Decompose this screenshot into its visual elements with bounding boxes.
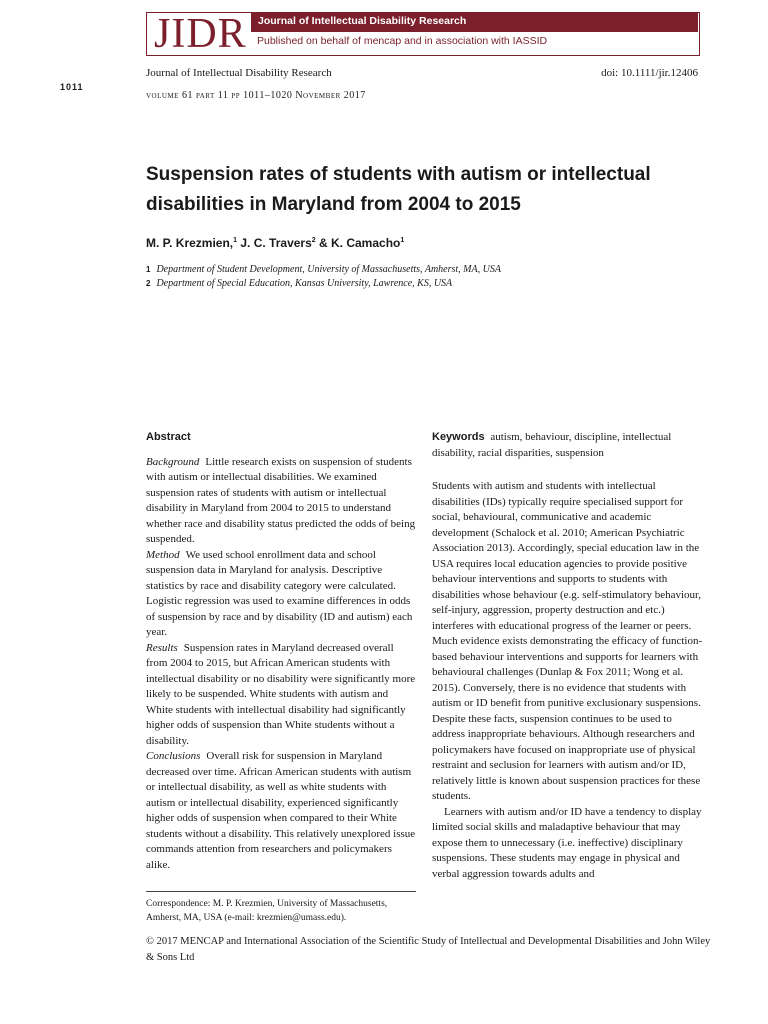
body-paragraph: Students with autism and students with intellectual disabilities (IDs) typically require specialised support for social, behavioural, communicative and academic development (Schalock et al. 2010; American Psychiatric Association 2013). Accordingly, special education law in the USA requires local education agencies to provide positive behaviour interventions and supports to students with disabilities whose behaviour (e.g. self-stimulatory behaviour, self-injury, aggression, property destruction and etc.) interferes with educational progress of the learner or peers. Much evidence exists demonstrating the efficacy of function-based behaviour interventions and supports for learners with behavioural challenges (Dunlap & Fox 2011; Wong et al. 2015). Conversely, there is no evidence that students with autism or ID benefit from punitive exclusionary suspensions. Despite these facts, suspension continues to be used to address inappropriate behaviours. Although researchers and policymakers have focused on inappropriate use of physical restraint and seclusion for learners with autism and/or ID, relatively little is known about suspension practices for these students. [432, 480, 703, 802]
affiliation [146, 278, 452, 289]
page-number: 1011 [60, 82, 84, 92]
abstract-label: Conclusions [146, 750, 201, 762]
author-affil-marker: 1 [400, 237, 405, 244]
abstract-text: Overall risk for suspension in Maryland decreased over time. African American students with autism or intellectual disability, as well as white students with autism or intellectual disability, experienced significantly higher odds of suspension when compared to their White students without a disability. This relatively unexplored issue commands attention from researchers and policymakers alike. [146, 750, 416, 871]
journal-band-text: Journal of Intellectual Disability Research [258, 15, 467, 27]
article-title: Suspension rates of students with autism or intellectual disabilities in Maryland from 2004 to 2015 [146, 164, 651, 215]
keywords-label: Keywords [432, 431, 485, 443]
running-journal-name: Journal of Intellectual Disability Research [146, 67, 332, 79]
abstract-conclusions [146, 749, 416, 873]
keywords-text: autism, behaviour, discipline, intellectual disability, racial disparities, suspension [432, 431, 672, 459]
correspondence-note: Correspondence: M. P. Krezmien, University of Massachusetts, Amherst, MA, USA (e-mail: krezmien@umass.edu). [146, 899, 388, 923]
abstract-heading: Abstract [146, 431, 191, 443]
affiliation-number: 2 [146, 279, 151, 288]
author-name[interactable]: J. C. Travers [237, 236, 312, 250]
volume-line: volume 61 part 11 pp 1011–1020 November 2017 [146, 90, 366, 101]
abstract-background [146, 455, 416, 548]
copyright-line: © 2017 MENCAP and International Association of the Scientific Study of Intellectual and Developmental Disabilities and John Wiley & Sons Ltd [146, 936, 711, 963]
author-list [146, 236, 404, 250]
publisher-line: Published on behalf of mencap and in association with IASSID [257, 35, 548, 47]
affiliation-text: Department of Special Education, Kansas University, Lawrence, KS, USA [156, 278, 453, 289]
affiliation-number: 1 [146, 265, 151, 274]
body-paragraph: Learners with autism and/or ID have a tendency to display limited social skills and maladaptive behaviour that may expose them to unnecessary (i.e. ineffective) disciplinary suspensions. These students may engage in physical and verbal aggression towards adults and [432, 805, 702, 880]
abstract-label: Method [146, 548, 180, 561]
abstract-method [146, 548, 416, 641]
abstract-label: Results [146, 641, 178, 654]
author-name[interactable]: & K. Camacho [315, 236, 401, 250]
abstract-label: Background [146, 455, 200, 468]
abstract-text: We used school enrollment data and school suspension data in Maryland for analysis. Descriptive statistics by race and disability category were calculated. Logistic regression was used to examine differences in odds of suspension by race and by disability (ID and autism) each year. [146, 548, 413, 638]
author-name[interactable]: M. P. Krezmien, [146, 236, 234, 250]
author-affil-marker: 1 [233, 237, 238, 244]
keywords [432, 430, 704, 461]
abstract-results [146, 641, 416, 750]
journal-logo: JIDR [154, 11, 247, 57]
abstract-text: Suspension rates in Maryland decreased overall from 2004 to 2015, but African American students with intellectual disability or no disability were significantly more likely to be suspended. White students with autism and White students with intellectual disability had significantly higher odds of suspension than White students without a disability. [146, 641, 416, 747]
affiliation-text: Department of Student Development, University of Massachusetts, Amherst, MA, USA [156, 264, 501, 275]
doi[interactable]: doi: 10.1111/jir.12406 [601, 67, 698, 79]
journal-title-band [251, 13, 698, 32]
abstract-text: Little research exists on suspension of students with autism or intellectual disabilities. We examined suspension rates of students with autism or intellectual disability in Maryland from 2004 to 2015 to understand whether race and disability status predicted the odds of being suspended. [146, 455, 416, 545]
abstract-column [146, 430, 416, 873]
author-affil-marker: 2 [311, 237, 316, 244]
footnote-divider [146, 891, 416, 892]
body-column [432, 430, 704, 882]
affiliation [146, 264, 501, 275]
